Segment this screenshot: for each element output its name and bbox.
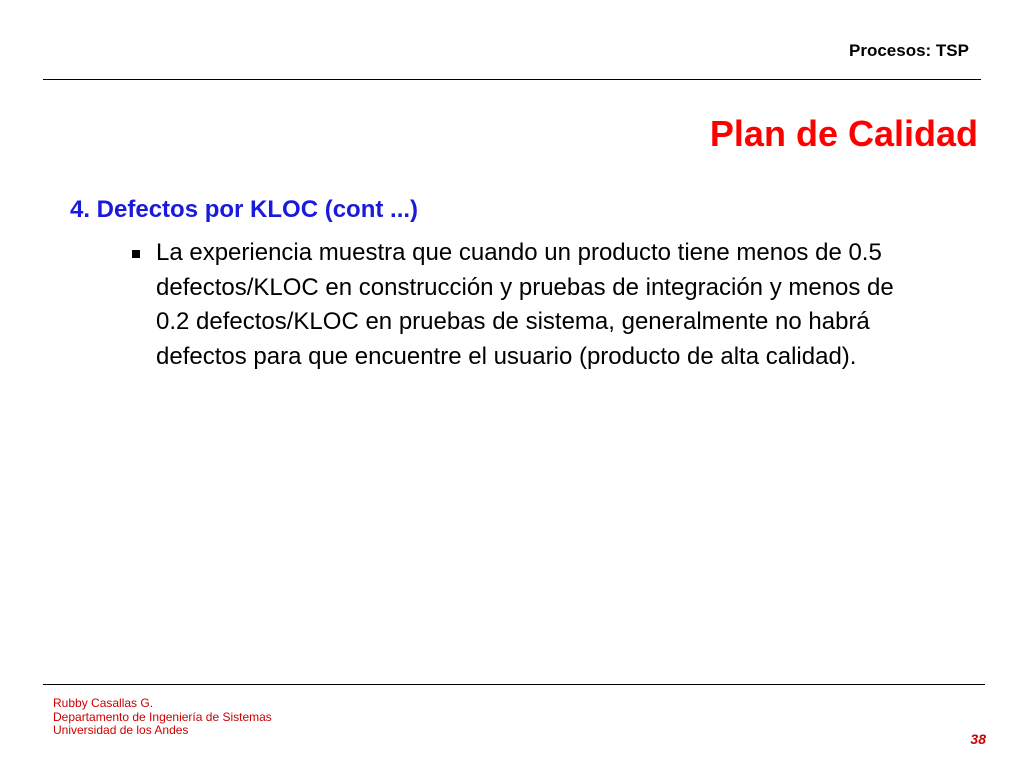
footer-divider — [43, 684, 985, 685]
page-number: 38 — [970, 731, 986, 747]
section-heading: 4. Defectos por KLOC (cont ...) — [70, 196, 419, 223]
header-label: Procesos: TSP — [849, 41, 969, 60]
footer-author: Rubby Casallas G. — [53, 696, 154, 710]
bullet-list — [130, 236, 920, 374]
header-divider — [43, 79, 981, 80]
square-bullet-icon — [132, 250, 140, 258]
bullet-item — [130, 236, 920, 374]
bullet-text: La experiencia muestra que cuando un producto tiene menos de 0.5 defectos/KLOC en construcción y pruebas de integración y menos de 0.2 defectos/KLOC en pruebas de sistema, generalmente no habrá defectos para que encuentre el usuario (producto de alta calidad). — [156, 239, 894, 370]
footer-credits — [53, 697, 272, 738]
footer-department: Departamento de Ingeniería de Sistemas — [53, 709, 272, 724]
slide-title: Plan de Calidad — [709, 113, 978, 154]
footer-university: Universidad de los Andes — [53, 723, 189, 737]
